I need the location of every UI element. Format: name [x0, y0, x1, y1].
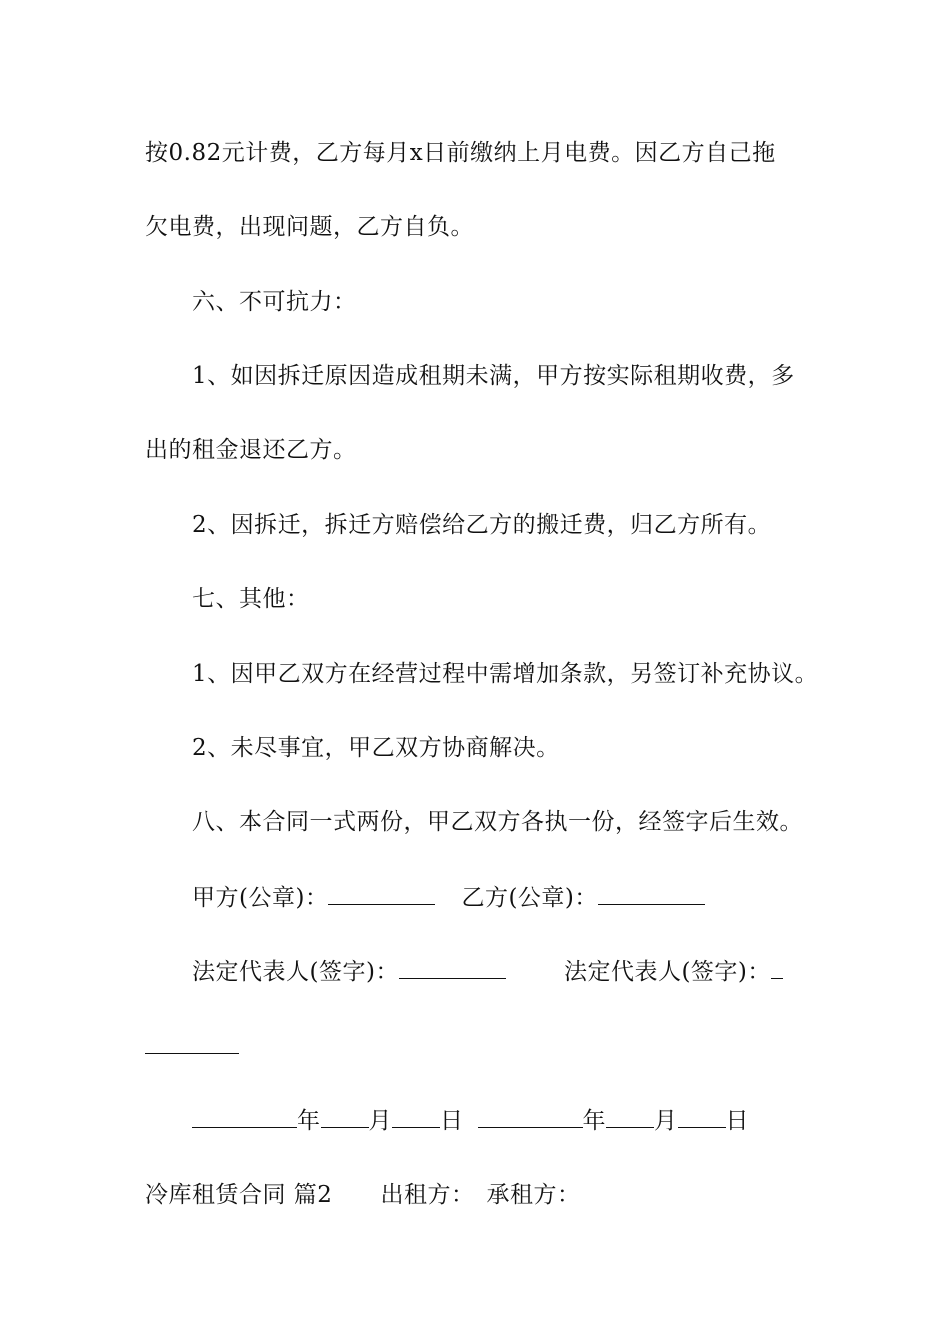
paragraph-electricity-fee-cont: 欠电费，出现问题，乙方自负。 [145, 214, 474, 240]
date-a-day-blank[interactable] [392, 1105, 440, 1128]
date-b-year-blank[interactable] [478, 1105, 583, 1128]
party-b-seal-blank[interactable] [598, 882, 705, 905]
paragraph-electricity-fee: 按0.82元计费，乙方每月x日前缴纳上月电费。因乙方自己拖 [145, 140, 776, 166]
clause-6-1-cont: 出的租金退还乙方。 [145, 437, 357, 463]
clause-8: 八、本合同一式两份，甲乙双方各执一份，经签字后生效。 [192, 809, 803, 835]
signature-seal-line [192, 882, 705, 913]
date-b-month-label: 月 [654, 1108, 678, 1134]
clause-6-2: 2、因拆迁，拆迁方赔偿给乙方的搬迁费，归乙方所有。 [192, 512, 772, 538]
date-a-year-blank[interactable] [192, 1105, 297, 1128]
date-b-year-label: 年 [582, 1108, 606, 1134]
date-b-day-label: 日 [725, 1108, 749, 1134]
rep-b-signature-blank-start[interactable] [771, 956, 783, 979]
clause-6-1: 1、如因拆迁原因造成租期未满，甲方按实际租期收费，多 [192, 363, 795, 389]
rep-a-signature-blank[interactable] [399, 956, 506, 979]
clause-7-2: 2、未尽事宜，甲乙双方协商解决。 [192, 735, 560, 761]
date-b-day-blank[interactable] [678, 1105, 726, 1128]
next-section-line [145, 1180, 580, 1210]
rep-b-signature-blank-cont-line [145, 1031, 239, 1062]
date-a-month-blank[interactable] [321, 1105, 369, 1128]
party-a-seal-blank[interactable] [328, 882, 435, 905]
date-b-month-blank[interactable] [606, 1105, 654, 1128]
party-a-seal-label: 甲方(公章)： [192, 885, 329, 911]
lessor-label: 出租方： [380, 1182, 475, 1208]
rep-a-label: 法定代表人(签字)： [192, 959, 399, 985]
date-a-month-label: 月 [368, 1108, 392, 1134]
signature-rep-line [192, 956, 783, 987]
rep-b-label: 法定代表人(签字)： [563, 959, 771, 985]
rep-b-signature-blank-cont[interactable] [145, 1031, 239, 1054]
clause-7-1: 1、因甲乙双方在经营过程中需增加条款，另签订补充协议。 [192, 661, 819, 687]
heading-other: 七、其他： [192, 586, 310, 612]
date-a-day-label: 日 [440, 1108, 464, 1134]
date-a-year-label: 年 [297, 1108, 321, 1134]
heading-force-majeure: 六、不可抗力： [192, 289, 357, 315]
next-section-title: 冷库租赁合同 篇2 [145, 1182, 333, 1208]
party-b-seal-label: 乙方(公章)： [461, 885, 598, 911]
signature-date-line [192, 1105, 749, 1136]
lessee-label: 承租方： [486, 1182, 581, 1208]
